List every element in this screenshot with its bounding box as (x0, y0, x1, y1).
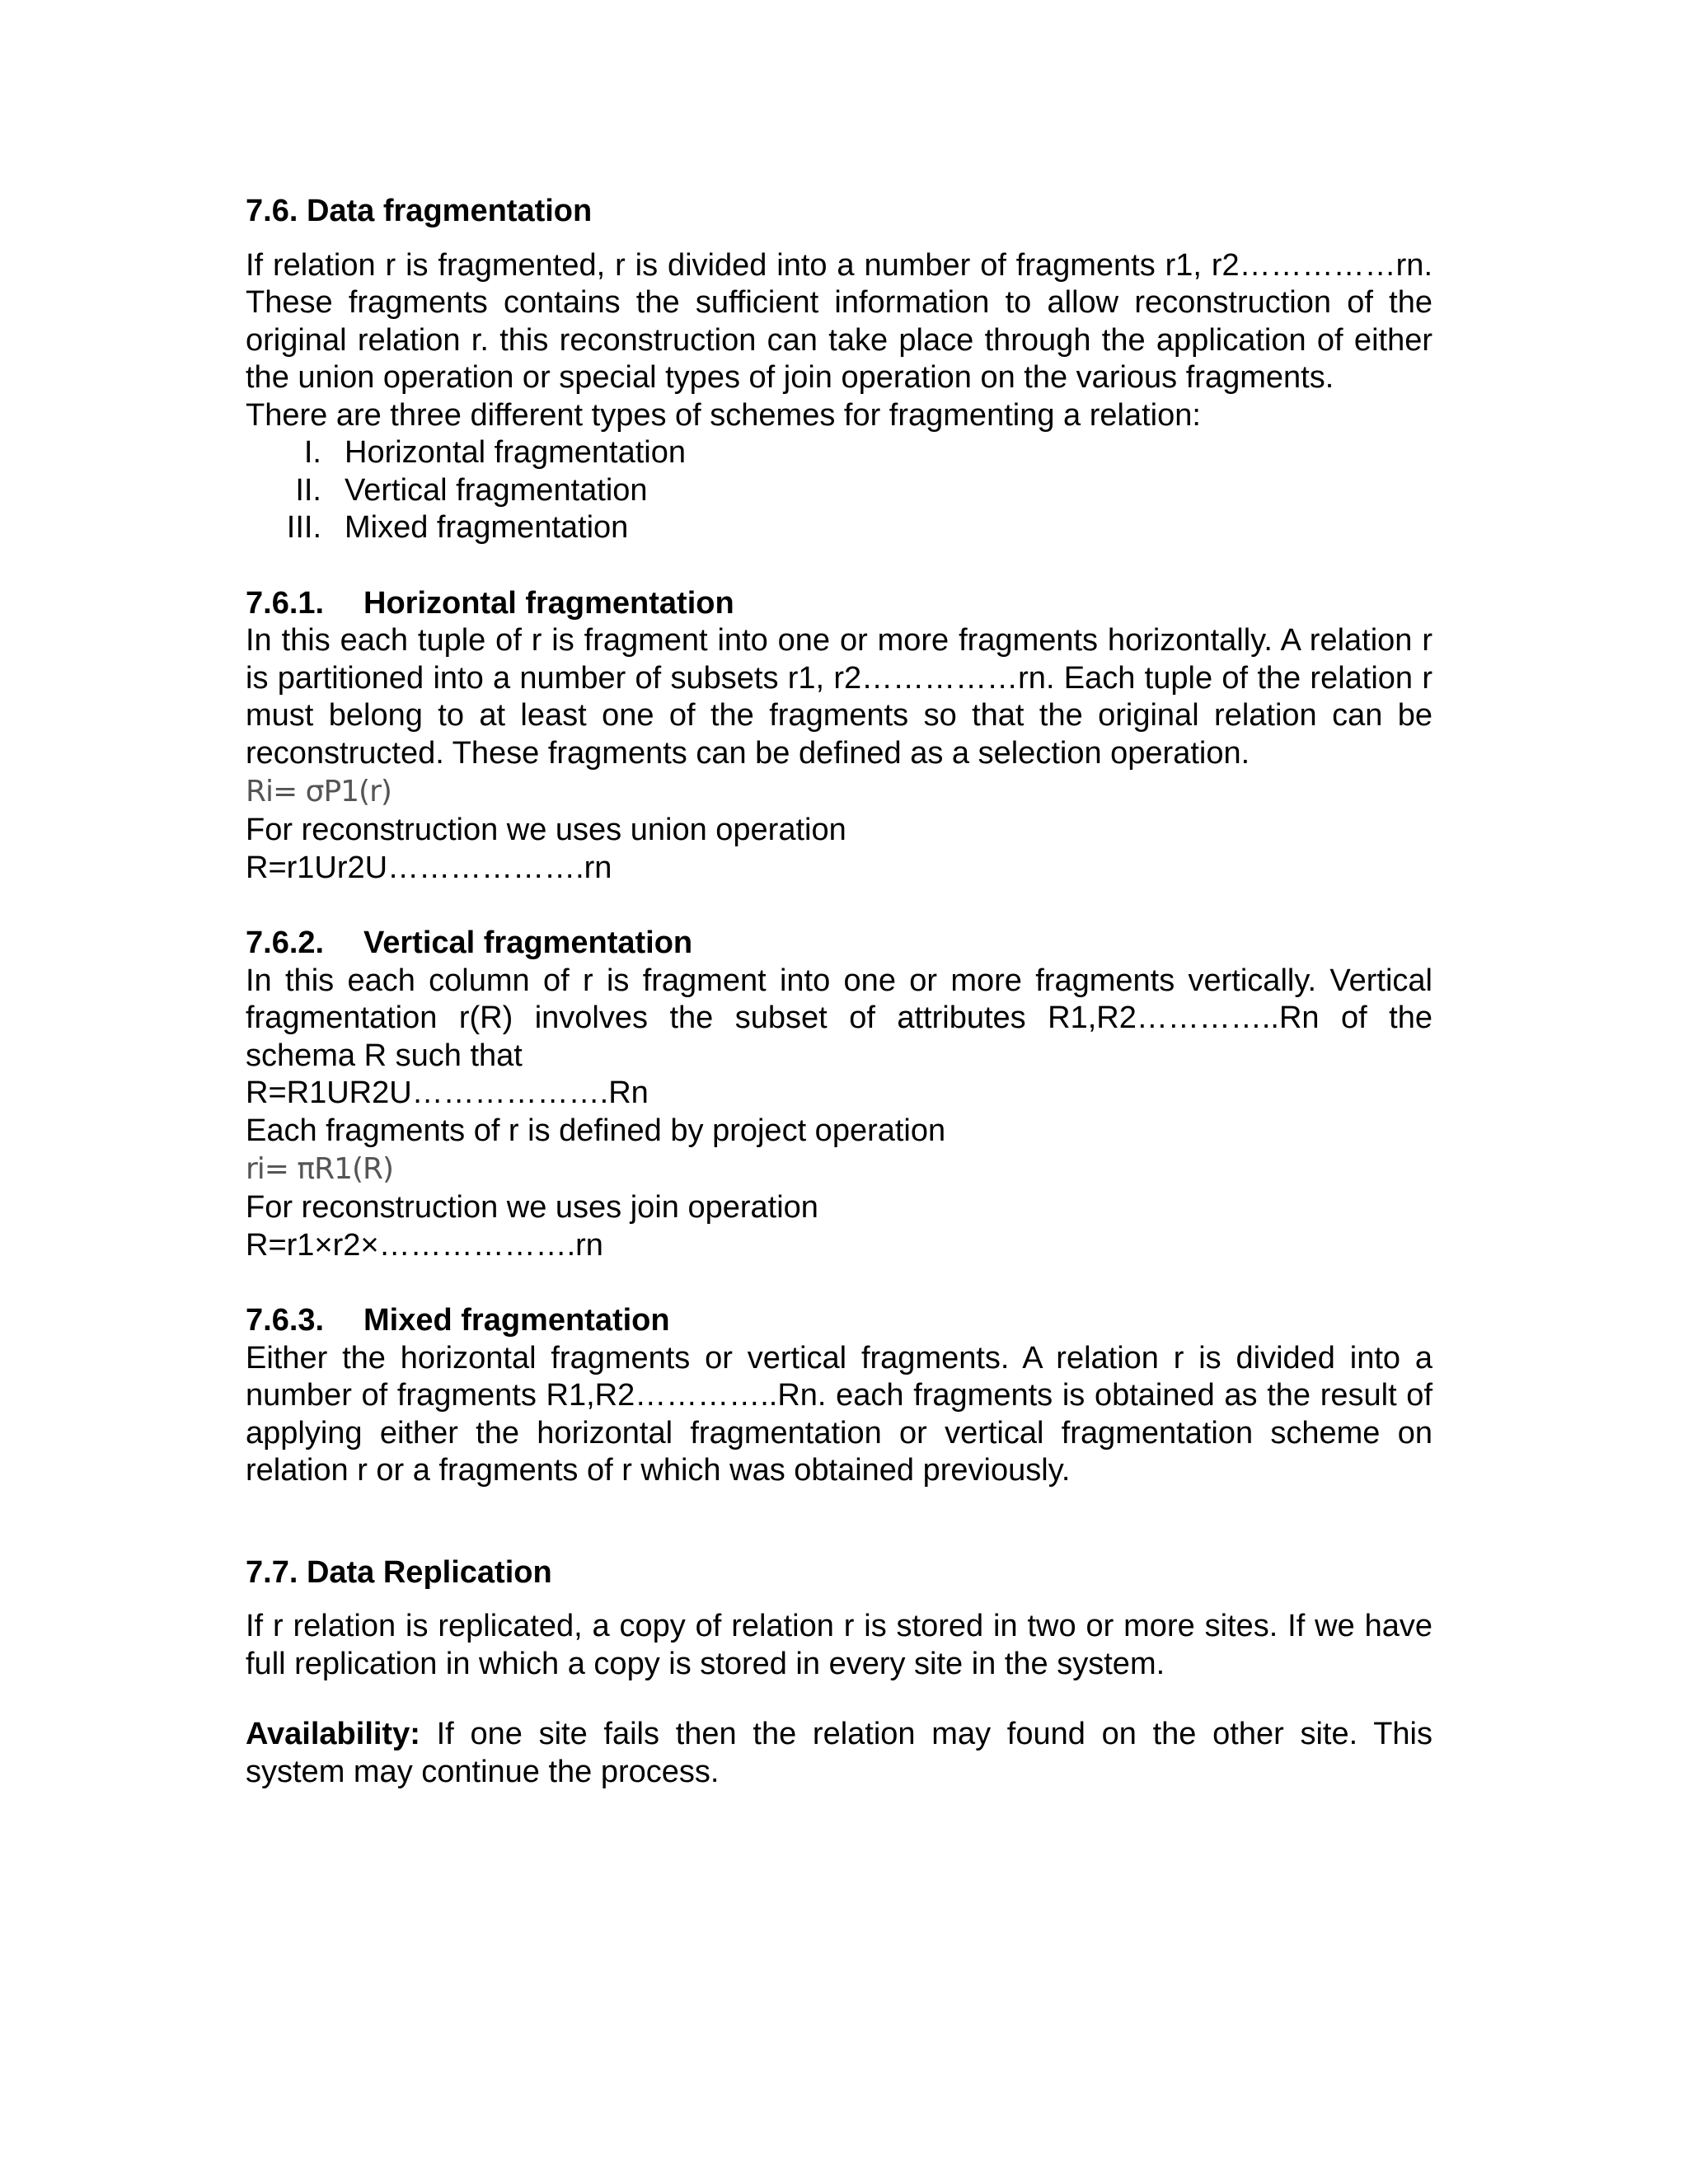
list-item-text: Horizontal fragmentation (345, 435, 686, 470)
section-number: 7.6.2. (246, 926, 325, 960)
paragraph-vertical-description: In this each column of r is fragment into one or more fragments vertically. Vertical fragmentation r(R) involves the subset of attributes R1,R2…………..Rn of the schema R such that (246, 963, 1432, 1073)
list-item-text: Vertical fragmentation (345, 472, 648, 508)
list-item-number: II. (295, 472, 321, 508)
document-page (246, 193, 1432, 1791)
list-item (246, 434, 1432, 472)
availability-label: Availability: (246, 1717, 420, 1751)
projection-formula: ri= πR1(R) (246, 1152, 394, 1186)
union-expression: R=r1Ur2U……………….rn (246, 850, 612, 885)
list-item-number: I. (303, 435, 321, 470)
list-item (246, 509, 1432, 547)
paragraph-replication-description: If r relation is replicated, a copy of relation r is stored in two or more sites. If we have full replication in which a copy is stored in every site in the system. (246, 1609, 1432, 1681)
paragraph-availability (246, 1716, 1432, 1791)
list-item-text: Mixed fragmentation (345, 510, 629, 545)
list-item (246, 472, 1432, 510)
paragraph-mixed-description: Either the horizontal fragments or vertical fragments. A relation r is divided into a number of fragments R1,R2…………..Rn. each fragments is obtained as the result of applying either the horizontal fragmentation or vertical fragmentation scheme on relation r or a fragments of r which was obtained previously. (246, 1340, 1432, 1488)
section-title: Horizontal fragmentation (363, 585, 734, 621)
paragraph-fragmentation-intro: If relation r is fragmented, r is divided into a number of fragments r1, r2……………rn. These fragments contains the sufficient information to allow reconstruction of the original relation r. this reconstruction can take place through the application of either the union operation or special types of join operation on the various fragments. (246, 247, 1432, 395)
selection-formula: Ri= σP1(r) (246, 775, 392, 808)
paragraph-project-operation: Each fragments of r is defined by project operation (246, 1113, 946, 1148)
list-item-number: III. (286, 510, 321, 545)
paragraph-union-reconstruction: For reconstruction we uses union operation (246, 813, 846, 847)
schema-expression: R=R1UR2U……………….Rn (246, 1076, 649, 1110)
fragmentation-types-list (246, 434, 1432, 547)
join-expression: R=r1×r2×……………….rn (246, 1227, 603, 1263)
section-title: Vertical fragmentation (363, 926, 693, 960)
section-number: 7.6.3. (246, 1303, 325, 1338)
section-title: Mixed fragmentation (363, 1303, 670, 1338)
paragraph-join-reconstruction: For reconstruction we uses join operation (246, 1190, 818, 1225)
paragraph-schemes-intro: There are three different types of schemes for fragmenting a relation: (246, 397, 1201, 433)
section-number: 7.6.1. (246, 585, 325, 621)
section-heading-7-6-2 (246, 925, 1432, 963)
section-heading-7-6-1 (246, 585, 1432, 623)
availability-text: If one site fails then the relation may found on the other site. This system may continue the process. (246, 1717, 1432, 1789)
section-heading-7-6-3 (246, 1302, 1432, 1340)
section-heading-7-6: 7.6. Data fragmentation (246, 194, 593, 228)
section-heading-7-7: 7.7. Data Replication (246, 1554, 552, 1590)
paragraph-horizontal-description: In this each tuple of r is fragment into one or more fragments horizontally. A relation r is partitioned into a number of subsets r1, r2……………rn. Each tuple of the relation r must belong to at least one of the fragments so that the original relation can be reconstructed. These fragments can be defined as a selection operation. (246, 623, 1432, 771)
